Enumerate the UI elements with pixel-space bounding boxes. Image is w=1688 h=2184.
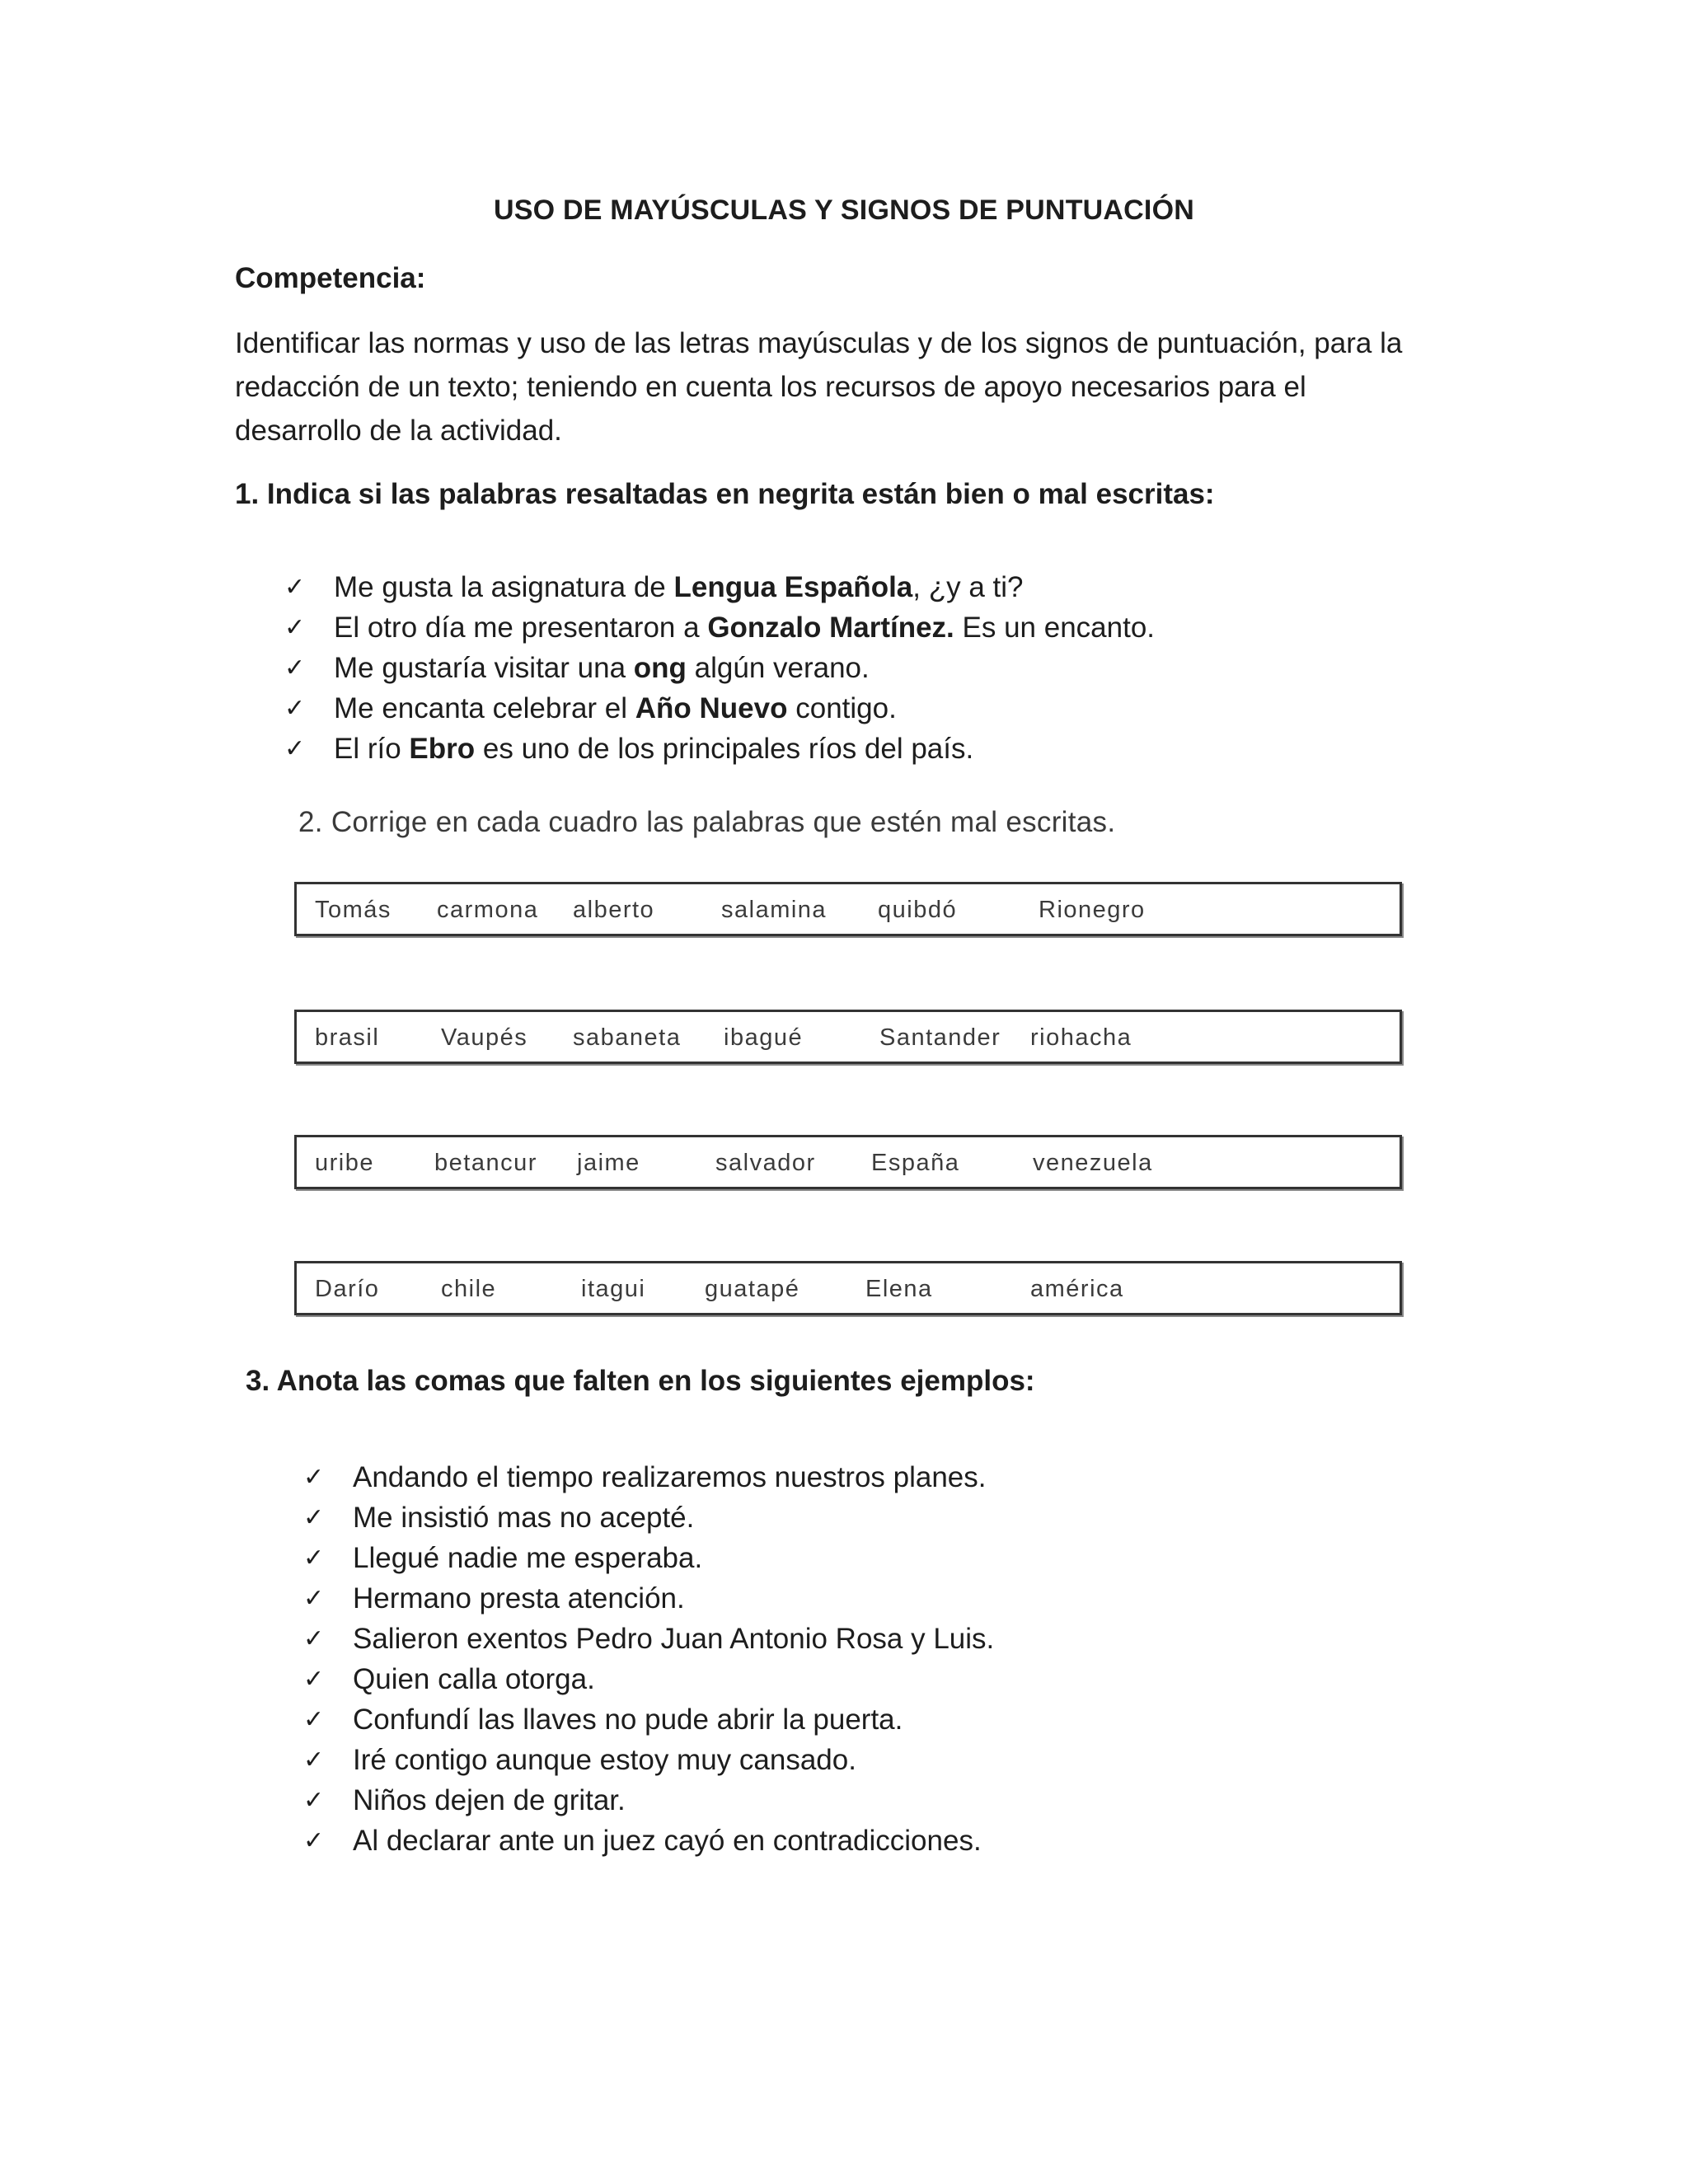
check-icon: ✓ <box>303 1463 325 1492</box>
item-text: El otro día me presentaron a <box>334 612 708 644</box>
word: chile <box>441 1276 497 1302</box>
item-text: Salieron exentos Pedro Juan Antonio Rosa y Luis. <box>353 1623 995 1655</box>
question-2-heading: 2. Corrige en cada cuadro las palabras que estén mal escritas. <box>298 806 1116 838</box>
competencia-line: desarrollo de la actividad. <box>235 415 562 447</box>
word: salvador <box>715 1150 816 1176</box>
word: Vaupés <box>441 1024 528 1051</box>
word: betancur <box>434 1150 537 1176</box>
word-box <box>294 1261 1402 1315</box>
word: Tomás <box>315 897 392 923</box>
word: américa <box>1030 1276 1124 1302</box>
word: Elena <box>865 1276 933 1302</box>
item-text: Andando el tiempo realizaremos nuestros planes. <box>353 1461 987 1493</box>
item-bold-word: Año Nuevo <box>635 692 788 724</box>
check-icon: ✓ <box>284 694 306 723</box>
word: carmona <box>437 897 539 923</box>
check-icon: ✓ <box>284 654 306 682</box>
page-title: USO DE MAYÚSCULAS Y SIGNOS DE PUNTUACIÓN <box>494 194 1194 226</box>
word: uribe <box>315 1150 374 1176</box>
question-1-heading: 1. Indica si las palabras resaltadas en negrita están bien o mal escritas: <box>235 478 1215 510</box>
competencia-line: Identificar las normas y uso de las letras mayúsculas y de los signos de puntuación, para la <box>235 327 1403 359</box>
check-icon: ✓ <box>303 1544 325 1572</box>
word: venezuela <box>1033 1150 1153 1176</box>
word: quibdó <box>878 897 958 923</box>
word-box <box>294 882 1402 936</box>
competencia-line: redacción de un texto; teniendo en cuenta los recursos de apoyo necesarios para el <box>235 371 1306 403</box>
item-text: Iré contigo aunque estoy muy cansado. <box>353 1744 856 1776</box>
item-text: Me gusta la asignatura de <box>334 571 674 603</box>
check-icon: ✓ <box>303 1705 325 1734</box>
competencia-label: Competencia: <box>235 262 426 294</box>
item-text: Niños dejen de gritar. <box>353 1784 626 1816</box>
word: guatapé <box>705 1276 800 1302</box>
word: riohacha <box>1030 1024 1132 1051</box>
item-text: El río <box>334 733 410 765</box>
word: ibagué <box>724 1024 804 1051</box>
word: alberto <box>573 897 655 923</box>
item-text: contigo. <box>787 692 897 724</box>
check-icon: ✓ <box>284 734 306 763</box>
item-text: algún verano. <box>686 652 870 684</box>
check-icon: ✓ <box>303 1624 325 1653</box>
item-bold-word: ong <box>633 652 687 684</box>
check-icon: ✓ <box>303 1746 325 1774</box>
word: jaime <box>577 1150 640 1176</box>
item-text: Confundí las llaves no pude abrir la puerta. <box>353 1704 903 1736</box>
item-text: Me insistió mas no acepté. <box>353 1502 695 1534</box>
item-text: Me gustaría visitar una <box>334 652 634 684</box>
competencia-text <box>235 321 1471 452</box>
item-text: es uno de los principales ríos del país. <box>475 733 974 765</box>
item-text: , ¿y a ti? <box>912 571 1024 603</box>
question-3-heading: 3. Anota las comas que falten en los siguientes ejemplos: <box>246 1365 1035 1397</box>
check-icon: ✓ <box>303 1503 325 1532</box>
item-text: Al declarar ante un juez cayó en contradicciones. <box>353 1825 982 1857</box>
word-box <box>294 1135 1402 1189</box>
item-text: Me encanta celebrar el <box>334 692 635 724</box>
check-icon: ✓ <box>303 1786 325 1815</box>
word-box <box>294 1010 1402 1064</box>
item-text: Hermano presta atención. <box>353 1582 685 1615</box>
check-icon: ✓ <box>303 1826 325 1855</box>
word: sabaneta <box>573 1024 682 1051</box>
item-text: Quien calla otorga. <box>353 1663 595 1695</box>
word: Santander <box>879 1024 1001 1051</box>
check-icon: ✓ <box>303 1665 325 1694</box>
word: Darío <box>315 1276 380 1302</box>
item-text: Es un encanto. <box>954 612 1156 644</box>
word: brasil <box>315 1024 380 1051</box>
item-text: Llegué nadie me esperaba. <box>353 1542 703 1574</box>
word: Rionegro <box>1039 897 1146 923</box>
check-icon: ✓ <box>284 613 306 642</box>
item-bold-word: Gonzalo Martínez. <box>707 612 954 644</box>
check-icon: ✓ <box>303 1584 325 1613</box>
word: salamina <box>721 897 828 923</box>
item-bold-word: Lengua Española <box>673 571 913 603</box>
item-bold-word: Ebro <box>409 733 476 765</box>
check-icon: ✓ <box>284 573 306 602</box>
word: España <box>871 1150 960 1176</box>
word: itagui <box>581 1276 646 1302</box>
